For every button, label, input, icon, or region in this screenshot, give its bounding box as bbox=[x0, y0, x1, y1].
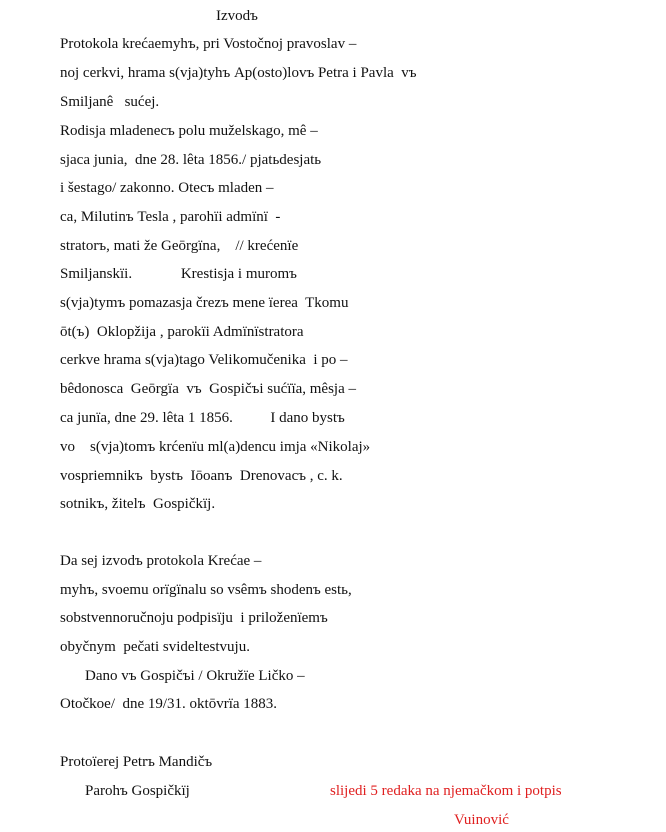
body-line: stratorъ, mati že Geōrgїna, // krećenїe bbox=[60, 238, 299, 254]
body-line: Smiljanê sućej. bbox=[60, 94, 160, 110]
editor-note: slijedi 5 redaka na njemačkom i potpis bbox=[330, 783, 562, 799]
certification-line: sobstvennoručnoju podpisїju i priloženїemъ bbox=[60, 610, 328, 626]
body-line: vo s(vja)tomъ krćenїu ml(a)dencu imja «Nikolaj» bbox=[60, 439, 371, 455]
body-line: vospriemnikъ bystъ Iōoanъ Drenovacъ , c. k. bbox=[60, 468, 343, 484]
body-line: s(vja)tymъ pomazasja črezъ mene ïerea Tkomu bbox=[60, 295, 349, 311]
certification-line: Da sej izvodъ protokola Krećae – bbox=[60, 553, 262, 569]
body-line: Protokola krećaemyhъ, pri Vostočnoj pravoslav – bbox=[60, 36, 357, 52]
certification-line: myhъ, svoemu orїgїnalu so vsêmъ shodenъ estь, bbox=[60, 582, 352, 598]
body-line: ca, Milutinъ Tesla , parohїi admїnї - bbox=[60, 209, 281, 225]
body-line: Smiljanskїi. Krestisja i muromъ bbox=[60, 266, 297, 282]
place-date-line: Dano vъ Gospičъi / Okružїe Ličko – bbox=[85, 668, 305, 684]
editor-note-name: Vuinović bbox=[454, 812, 509, 828]
signature-name: Protoïerej Petrъ Mandičъ bbox=[60, 754, 213, 770]
certification-line: obyčnym pečati svideltestvuju. bbox=[60, 639, 250, 655]
body-line: ca junїa, dne 29. lêta 1 1856. I dano bystъ bbox=[60, 410, 345, 426]
body-line: bêdonosca Geōrgїa vъ Gospičъi sućїїa, mêsja – bbox=[60, 381, 357, 397]
body-line: ōt(ъ) Oklopžija , parokїi Admїnїstratora bbox=[60, 324, 304, 340]
signature-role: Parohъ Gospičkїj bbox=[85, 783, 190, 799]
body-line: i šestago/ zakonno. Otecъ mladen – bbox=[60, 180, 274, 196]
body-line: sjaca junia, dne 28. lêta 1856./ pjatьdesjatь bbox=[60, 152, 322, 168]
body-line: Rodisja mladenecъ polu muželskago, mê – bbox=[60, 123, 318, 139]
body-line: sotnikъ, žitelъ Gospičkїj. bbox=[60, 496, 216, 512]
place-date-line: Otočkoe/ dne 19/31. oktōvrїa 1883. bbox=[60, 696, 278, 712]
body-line: noj cerkvi, hrama s(vja)tyhъ Ap(osto)lovъ Petra i Pavla vъ bbox=[60, 65, 417, 81]
body-line: cerkve hrama s(vja)tago Velikomučenika i po – bbox=[60, 352, 348, 368]
document-title: Izvodъ bbox=[216, 8, 258, 24]
